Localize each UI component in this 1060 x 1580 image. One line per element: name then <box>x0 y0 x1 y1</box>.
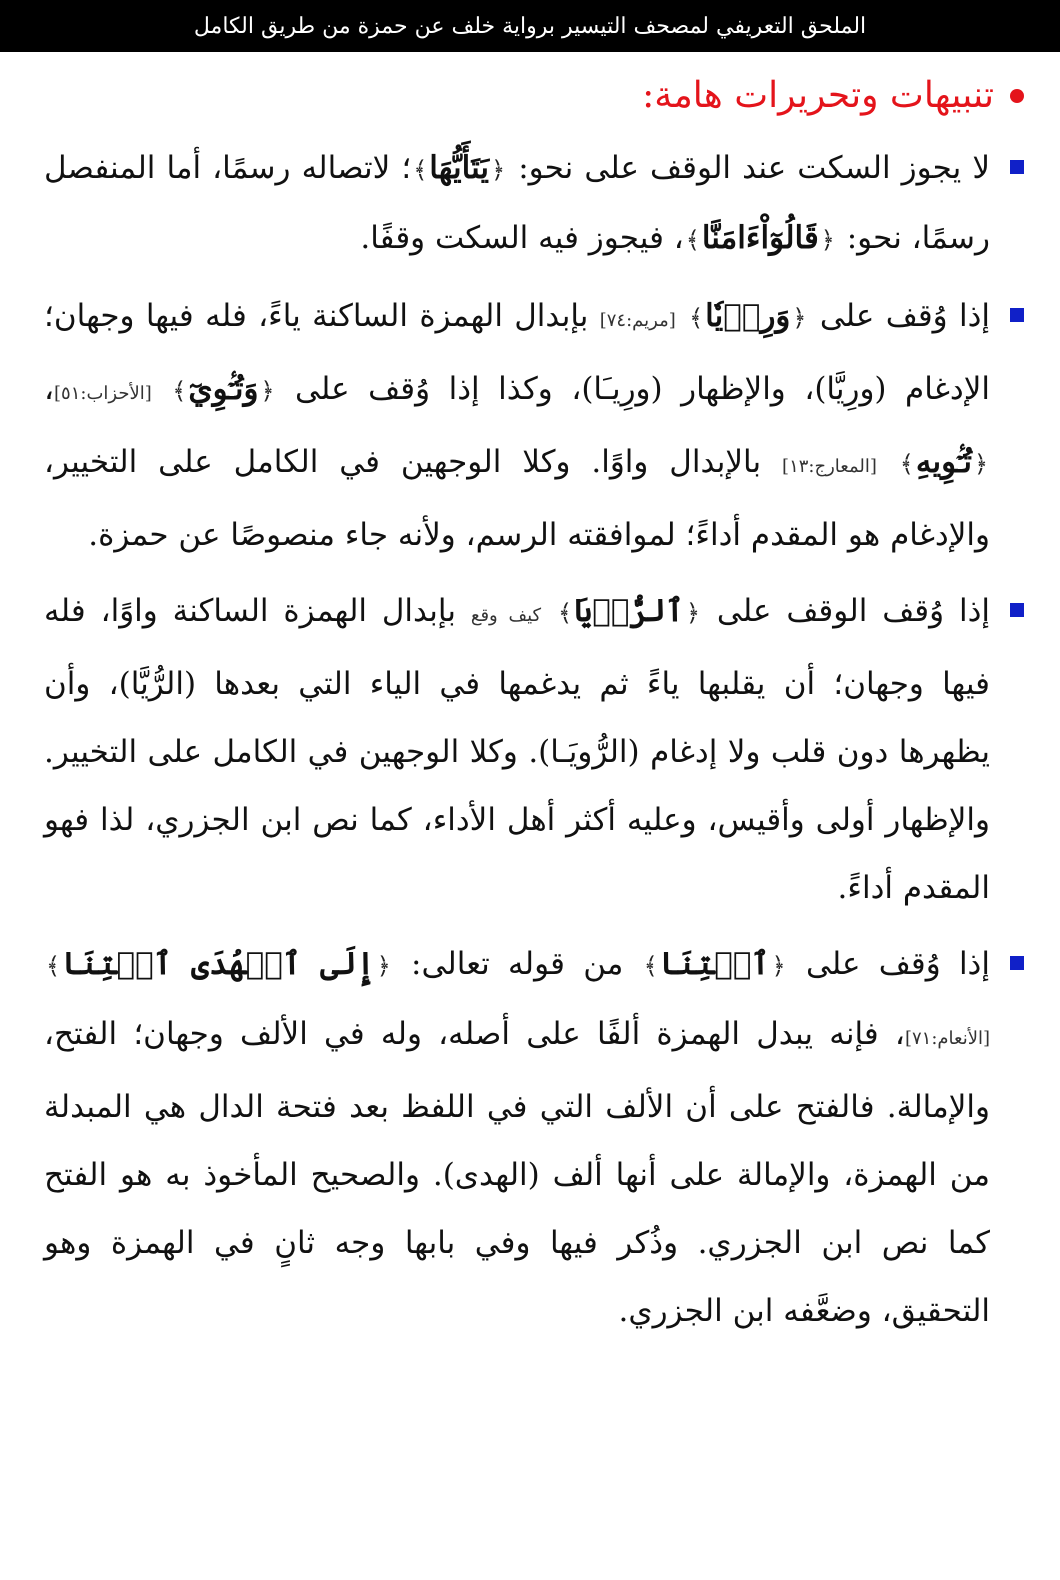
list-item <box>44 577 1024 922</box>
ornament-close-icon: ﴾ <box>899 450 914 478</box>
ornament-close-icon: ﴾ <box>689 304 704 332</box>
blue-square-bullet-icon <box>1010 308 1024 322</box>
quran-word: وَرِءۡيٗا <box>705 298 791 334</box>
text-segment: ، <box>44 371 55 407</box>
quran-word: تُـٔۡوِيهِ <box>915 444 972 480</box>
quran-word: ٱلرُّءۡيَا <box>574 593 684 629</box>
text-segment: لا يجوز السكت عند الوقف على نحو: <box>518 150 990 186</box>
verse-reference: [المعارج:١٣] <box>782 456 877 477</box>
ornament-open-icon: ﴿ <box>820 226 835 254</box>
ornament-open-icon: ﴿ <box>771 952 786 980</box>
ornament-open-icon: ﴿ <box>973 450 989 478</box>
item-text <box>44 577 990 922</box>
item-text <box>44 134 990 274</box>
verse-reference: كيف وقع <box>470 605 542 626</box>
ornament-close-icon: ﴾ <box>172 377 187 405</box>
item-text <box>44 930 990 1345</box>
text-segment: من قوله تعالى: <box>411 946 624 982</box>
blue-square-bullet-icon <box>1010 603 1024 617</box>
list-item <box>44 930 1024 1345</box>
text-segment: ؛ لاتصاله رسمًا، أما المنفصل رسمًا، نحو: <box>44 150 990 256</box>
text-segment: إذا وُقف على <box>805 946 990 982</box>
verse-reference: [الأنعام:٧١] <box>904 1028 990 1049</box>
red-bullet-icon <box>1010 89 1024 103</box>
text-segment: بالإبدال واوًا. وكلا الوجهين في الكامل على التخيير، والإدغام هو المقدم أداءً؛ لموافقته الرسم، ولأنه جاء منصوصًا عن حمزة. <box>44 444 990 553</box>
ornament-close-icon: ﴾ <box>46 952 61 980</box>
content <box>44 66 1024 1353</box>
page-header <box>0 0 1060 52</box>
text-segment: بإبدال الهمزة الساكنة واوًا، فله فيها وجهان؛ أن يقلبها ياءً ثم يدغمها في الياء التي بعدها (الرُّيَّا)، وأن يظهرها دون قلب ولا إدغام (الرُّويَـا). وكلا الوجهين في الكامل على التخيير. والإظهار أولى وأقيس، وعليه أكثر أهل الأداء، كما نص ابن الجزري، لذا فهو المقدم أداءً. <box>44 593 990 906</box>
heading-text: تنبيهات وتحريرات هامة: <box>642 75 994 116</box>
ornament-open-icon: ﴿ <box>792 304 807 332</box>
quran-word: وَتُـٔۡوِيٓ <box>188 371 259 407</box>
header-title: الملحق التعريفي لمصحف التيسير برواية خلف عن حمزة من طريق الكامل <box>193 13 867 39</box>
ornament-close-icon: ﴾ <box>685 226 700 254</box>
blue-square-bullet-icon <box>1010 160 1024 174</box>
text-segment: إذا وُقف على <box>819 298 990 334</box>
blue-square-bullet-icon <box>1010 956 1024 970</box>
ornament-close-icon: ﴾ <box>643 952 658 980</box>
ornament-open-icon: ﴿ <box>376 952 391 980</box>
ornament-open-icon: ﴿ <box>491 156 506 184</box>
section-heading <box>44 66 1024 126</box>
text-segment: إذا وُقف الوقف على <box>716 593 990 629</box>
ornament-open-icon: ﴿ <box>260 377 275 405</box>
quran-word: ٱئۡتِنَا <box>659 946 770 982</box>
text-segment: ، فيجوز فيه السكت وقفًا. <box>360 220 684 256</box>
quran-word: إِلَى ٱلۡهُدَى ٱئۡتِنَا <box>62 946 375 982</box>
list-item <box>44 282 1024 569</box>
list-item <box>44 134 1024 274</box>
ornament-close-icon: ﴾ <box>558 599 573 627</box>
quran-word: قَالُوٓاْءَامَنَّا <box>701 220 819 256</box>
verse-reference: [الأحزاب:٥١] <box>54 383 152 404</box>
ornament-open-icon: ﴿ <box>685 599 700 627</box>
item-text <box>44 282 990 569</box>
text-segment: بإبدال الهمزة الساكنة ياءً، فله فيها وجهان؛ الإدغام (ورِيَّا)، والإظهار (ورِيـَا)، وكذا إذا وُقف على <box>44 298 991 407</box>
text-segment: ، فإنه يبدل الهمزة ألفًا على أصله، وله في الألف وجهان؛ الفتح، والإمالة. فالفتح على أن الألف التي في اللفظ بعد فتحة الدال هي المبدلة من الهمزة، والإمالة على أنها ألف (الهدى). والصحيح المأخوذ به هو الفتح كما نص ابن الجزري. وذُكر فيها وفي بابها وجه ثانٍ في الهمزة وهو التحقيق، وضعَّفه ابن الجزري. <box>44 1016 990 1329</box>
verse-reference: [مريم:٧٤] <box>599 310 676 331</box>
ornament-close-icon: ﴾ <box>413 156 428 184</box>
quran-word: يَتَأَيُّهَا <box>429 150 490 186</box>
